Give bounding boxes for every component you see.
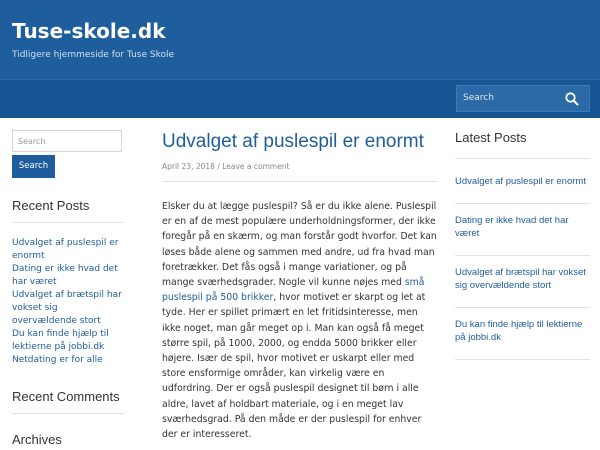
recent-post-link[interactable]: Dating er ikke hvad det har været bbox=[12, 264, 118, 287]
recent-post-link[interactable]: Udvalget af brætspil har vokset sig overvældende stort bbox=[12, 290, 122, 326]
divider bbox=[12, 222, 124, 223]
header-search-placeholder: Search bbox=[463, 93, 494, 103]
search-icon[interactable] bbox=[565, 92, 579, 106]
recent-comments-heading: Recent Comments bbox=[12, 389, 120, 404]
left-sidebar bbox=[12, 130, 122, 447]
post-body bbox=[162, 199, 438, 442]
right-sidebar bbox=[455, 130, 590, 360]
leave-comment-link[interactable]: Leave a comment bbox=[222, 162, 290, 171]
recent-posts-list bbox=[12, 237, 122, 367]
divider bbox=[12, 413, 124, 414]
latest-post-link[interactable]: Dating er ikke hvad det har været bbox=[455, 204, 590, 256]
recent-post-link[interactable]: Udvalget af puslespil er enormt bbox=[12, 238, 119, 261]
header-search-input[interactable] bbox=[456, 85, 590, 112]
post-text-rest: , hvor motivet er skarpt og let at tyde. Her er spillet primært en let fritidsinteresse, men ikke noget, man går meget op i. Man kan også få meget større spil, på 1000, 2000, og endda 5000 brikker eller højere. Især de spil, hvor motivet er uskarpt eller med store ensformige områder, kan virkelig være en udfordring. Der er også puslespil designet til børn i alle aldre, lavet af holdbart materiale, og i en meget lav sværhedsgrad. På den måde er der puslespil for enhver der er interesseret. bbox=[162, 292, 426, 441]
latest-post-link[interactable]: Udvalget af brætspil har vokset sig overvældende stort bbox=[455, 256, 590, 308]
sidebar-search-input[interactable]: Search bbox=[12, 130, 122, 152]
divider bbox=[162, 181, 438, 182]
meta-separator: / bbox=[214, 162, 223, 171]
sidebar-search-button[interactable]: Search bbox=[12, 155, 55, 178]
site-header bbox=[0, 0, 600, 79]
recent-post-link[interactable]: Du kan finde hjælp til lektierne på jobbi.dk bbox=[12, 329, 109, 352]
post-text-intro: Elsker du at lægge puslespil? Så er du ikke alene. Puslespil er en af de mest populære underholdningsformer, der ikke foregår på en skærm, og man forstår godt hvorfor. Det kan løses både alene og sammen med andre, ud fra hvad man foretrækker. Det fås også i mange variationer, og på mange sværhedsgrader. Nogle vil kunne nøjes med bbox=[162, 201, 437, 289]
latest-post-link[interactable]: Udvalget af puslespil er enormt bbox=[455, 159, 590, 204]
post-date[interactable]: April 23, 2018 bbox=[162, 162, 215, 171]
recent-posts-heading: Recent Posts bbox=[12, 198, 90, 213]
post-meta bbox=[162, 162, 438, 171]
latest-posts-heading: Latest Posts bbox=[455, 130, 527, 145]
site-title[interactable]: Tuse-skole.dk bbox=[12, 19, 166, 43]
archives-heading: Archives bbox=[12, 432, 62, 447]
site-description: Tidligere hjemmeside for Tuse Skole bbox=[12, 50, 175, 60]
main-content bbox=[162, 130, 438, 442]
recent-post-link[interactable]: Netdating er for alle bbox=[12, 355, 103, 365]
post-title[interactable]: Udvalget af puslespil er enormt bbox=[162, 131, 424, 152]
latest-post-link[interactable]: Du kan finde hjælp til lektierne på jobbi.dk bbox=[455, 308, 590, 360]
latest-posts-list bbox=[455, 159, 590, 360]
puzzle-link[interactable]: små puslespil på 500 brikker bbox=[162, 277, 425, 304]
